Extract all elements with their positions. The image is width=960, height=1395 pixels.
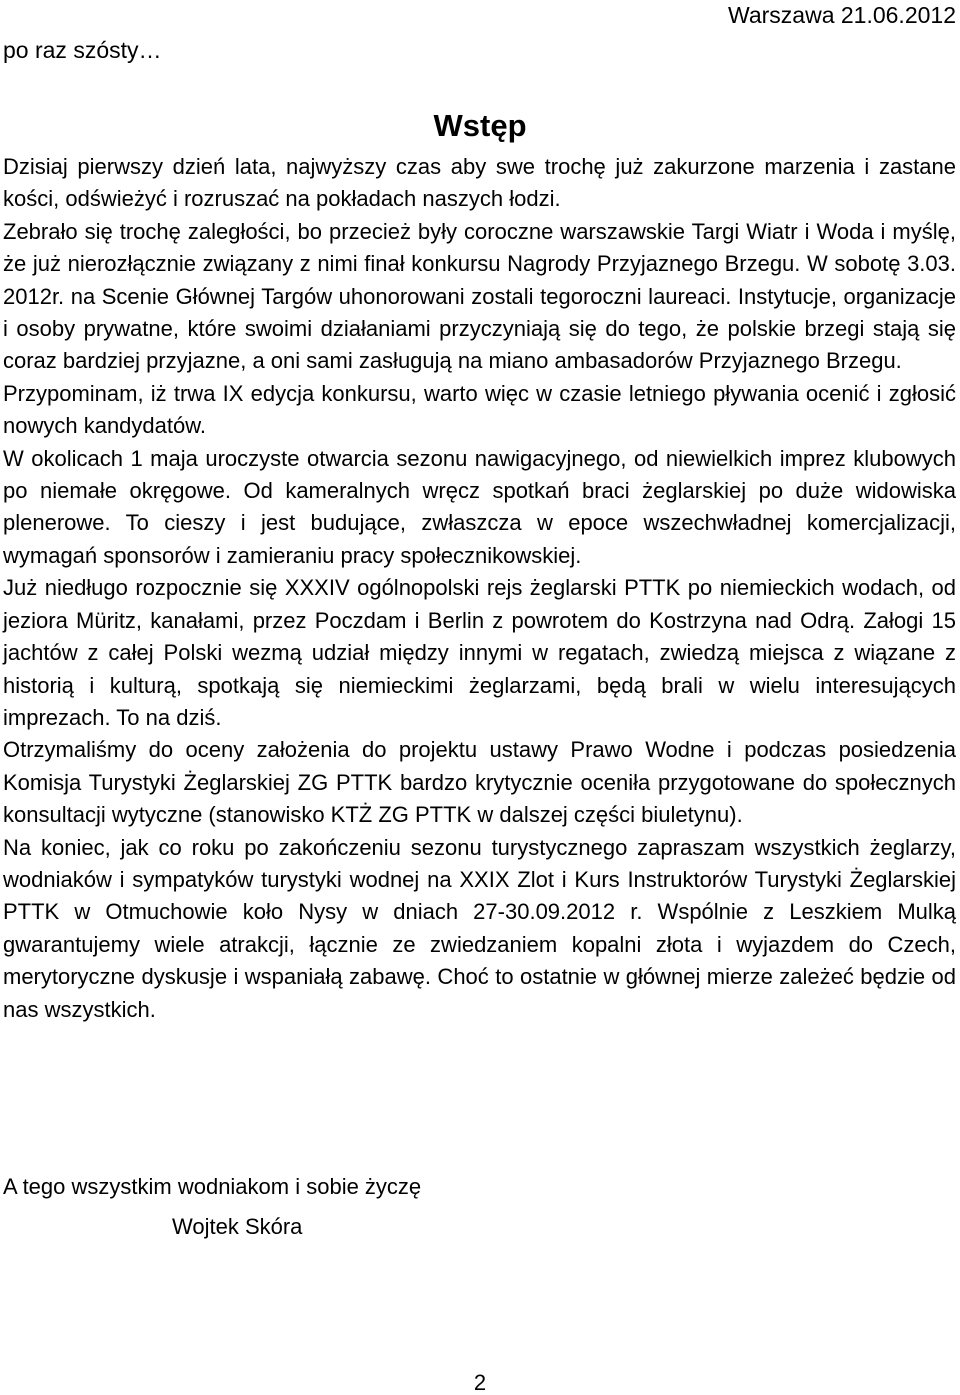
series-note: po raz szósty… bbox=[3, 37, 162, 63]
closing-line: A tego wszystkim wodniakom i sobie życzę bbox=[3, 1174, 422, 1199]
page-number: 2 bbox=[473, 1370, 487, 1395]
paragraph-5: Już niedługo rozpocznie się XXXIV ogólnopolski rejs żeglarski PTTK po niemieckich wodach, od jeziora Müritz, kanałami, przez Poczdam i Berlin z powrotem do Kostrzyna nad Odrą. Załogi 15 jachtów z całej Polski wezmą udział między innymi w regatach, zwiedzą miejsca z wiązane z historią i kulturą, spotkają się niemieckimi żeglarzami, będą brali w wielu interesujących imprezach. To na dziś. bbox=[3, 575, 956, 730]
body-text bbox=[3, 151, 956, 1026]
place-date: Warszawa 21.06.2012 bbox=[727, 2, 956, 28]
page-title: Wstęp bbox=[433, 108, 527, 143]
paragraph-2: Zebrało się trochę zaległości, bo przecież były coroczne warszawskie Targi Wiatr i Woda i myślę, że już nierozłącznie związany z nimi finał konkursu Nagrody Przyjaznego Brzegu. W sobotę 3.03. 2012r. na Scenie Głównej Targów uhonorowani zostali tegoroczni laureaci. Instytucje, organizacje i osoby prywatne, które swoimi działaniami przyczyniają się do tego, że polskie brzegi stają się coraz bardziej przyjazne, a oni sami zasługują na miano ambasadorów Przyjaznego Brzegu. bbox=[3, 218, 956, 374]
paragraph-4: W okolicach 1 maja uroczyste otwarcia sezonu nawigacyjnego, od niewielkich imprez klubowych po niemałe okręgowe. Od kameralnych wręcz spotkań braci żeglarskiej po duże widowiska plenerowe. To cieszy i jest budujące, zwłaszcza w epoce wszechwładnej komercjalizacji, wymagań sponsorów i zamieraniu pracy społecznikowskiej. bbox=[3, 445, 956, 568]
paragraph-3: Przypominam, iż trwa IX edycja konkursu, warto więc w czasie letniego pływania ocenić i zgłosić nowych kandydatów. bbox=[3, 380, 956, 439]
paragraph-6: Otrzymaliśmy do oceny założenia do projektu ustawy Prawo Wodne i podczas posiedzenia Komisja Turystyki Żeglarskiej ZG PTTK bardzo krytycznie oceniła przygotowane do społecznych konsultacji wytyczne (stanowisko KTŻ ZG PTTK w dalszej części biuletynu). bbox=[3, 737, 956, 828]
signature: Wojtek Skóra bbox=[172, 1214, 303, 1239]
paragraph-1: Dzisiaj pierwszy dzień lata, najwyższy czas aby swe trochę już zakurzone marzenia i zastane kości, odświeżyć i rozruszać na pokładach naszych łodzi. bbox=[3, 154, 956, 212]
paragraph-7: Na koniec, jak co roku po zakończeniu sezonu turystycznego zapraszam wszystkich żeglarzy, wodniaków i sympatyków turystyki wodnej na XXIX Zlot i Kurs Instruktorów Turystyki Żeglarskiej PTTK w Otmuchowie koło Nysy w dniach 27-30.09.2012 r. Wspólnie z Leszkiem Mulką gwarantujemy wiele atrakcji, łącznie ze zwiedzaniem kopalni złota i wyjazdem do Czech, merytoryczne dyskusje i wspaniałą zabawę. Choć to ostatnie w głównej mierze zależeć będzie od nas wszystkich. bbox=[3, 834, 956, 1022]
